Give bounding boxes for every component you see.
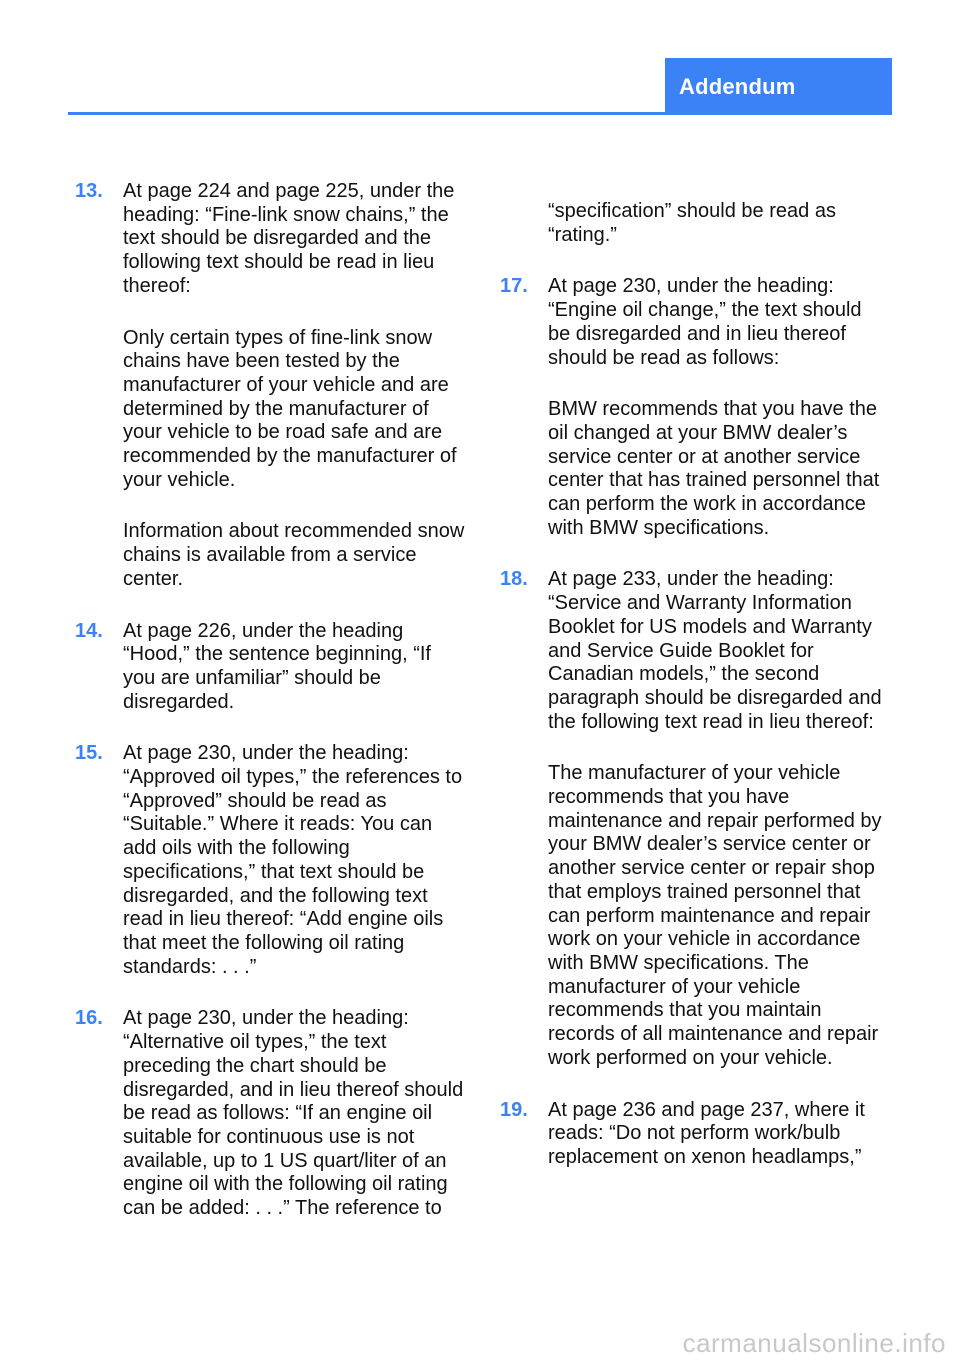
item-paragraph: At page 233, under the heading: “Service and Warranty Information Booklet for US models and Warranty and Service Guide Booklet for Canadian models,” the second paragraph should be disregarded and the following text read in lieu thereof: (548, 568, 882, 733)
item-number: 14. (75, 619, 103, 642)
item-number: 19. (500, 1098, 528, 1121)
item-paragraph: At page 226, under the heading “Hood,” the sentence beginning, “If you are unfamiliar” should be disregarded. (123, 619, 431, 713)
item-number: 15. (75, 742, 103, 765)
item-paragraph: At page 230, under the heading: “Alternative oil types,” the text preceding the chart should be disregarded, and in lieu thereof should be read as follows: “If an engine oil suitable for continuous use is not available, up to 1 US quart/liter of an engine oil with the following oil rating can be added: . . .” The reference to (123, 1007, 464, 1220)
continuation-text: “specification” should be read as “rating.” (548, 200, 836, 246)
item-paragraph: The manufacturer of your vehicle recommends that you have maintenance and repair performed by your BMW dealer’s service center or another service center or repair shop that employs trained personnel that can perform maintenance and repair work on your vehicle in accordance with BMW specifications. The manufacturer of your vehicle recommends that you maintain records of all maintenance and repair work performed on your vehicle. (548, 762, 882, 1069)
list-item-19 (500, 1099, 885, 1170)
item-paragraph: At page 230, under the heading: “Approved oil types,” the references to “Approved” should be read as “Suitable.” Where it reads: You can add oils with the following specifications,” that text should be disregarded, and the following text read in lieu thereof: “Add engine oils that meet the following oil rating standards: . . .” (123, 742, 463, 978)
list-item-14 (75, 620, 465, 715)
list-item-13 (75, 180, 465, 592)
list-item-16 (75, 1007, 465, 1220)
item-paragraph: At page 230, under the heading: “Engine oil change,” the text should be disregarded and in lieu thereof should be read as follows: (548, 275, 862, 369)
item-paragraph: Information about recommended snow chains is available from a service center. (123, 520, 465, 590)
left-column (75, 180, 465, 1249)
item-paragraph: At page 236 and page 237, where it reads: “Do not perform work/bulb replacement on xenon headlamps,” (548, 1098, 865, 1168)
section-tab (665, 58, 892, 115)
item-number: 17. (500, 275, 528, 298)
item-number: 13. (75, 180, 103, 202)
right-column (500, 180, 885, 1198)
item-paragraph: At page 224 and page 225, under the heading: “Fine-link snow chains,” the text should be disregarded and the following text should be read in lieu thereof: (123, 180, 455, 297)
watermark: carmanualsonline.info (682, 1328, 946, 1358)
section-title: Addendum (679, 74, 796, 99)
item-number: 18. (500, 568, 528, 591)
list-item-18 (500, 568, 885, 1070)
item-paragraph: Only certain types of fine-link snow chains have been tested by the manufacturer of your vehicle and are determined by the manufacturer of your vehicle to be road safe and are recommended by the manufacturer of your vehicle. (123, 326, 457, 491)
item-paragraph: BMW recommends that you have the oil changed at your BMW dealer’s service center or at another service center that has trained personnel that can perform the work in accordance with BMW specifications. (548, 398, 880, 539)
list-item-15 (75, 742, 465, 979)
list-item-17 (500, 275, 885, 540)
item-number: 16. (75, 1007, 103, 1030)
